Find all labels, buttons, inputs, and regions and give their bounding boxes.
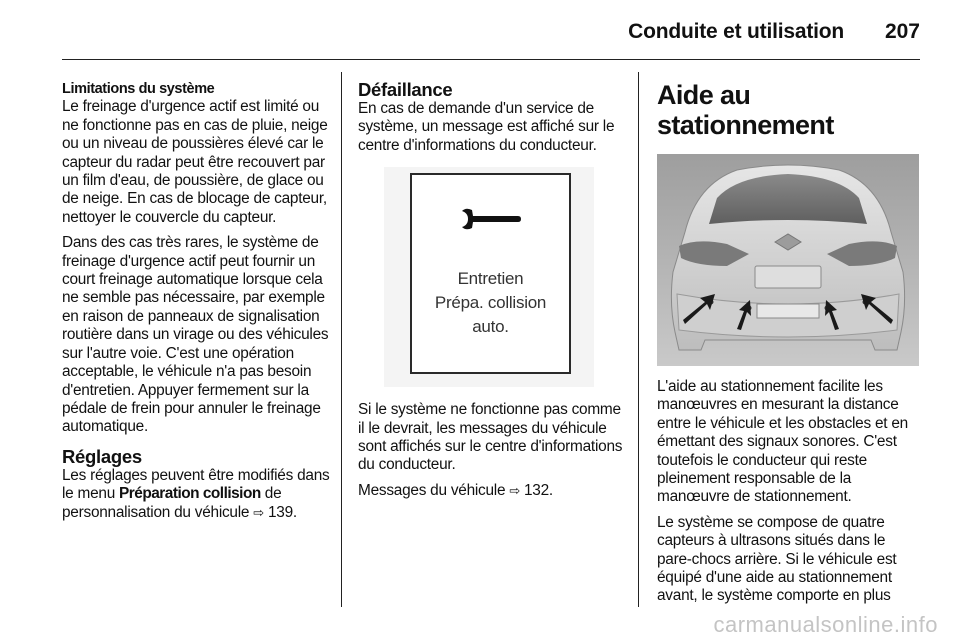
display-message (412, 267, 569, 339)
page-header (62, 14, 920, 58)
display-line-3: auto. (472, 317, 509, 337)
driver-info-display-illustration (384, 167, 594, 387)
parking-aid-paragraph-1: L'aide au stationnement facilite les manœuvres en mesurant la distance entre le véhicule et les obstacles et en émettant des signaux sonores. C'est toutefois le conducteur qui reste pleinement responsable de la manœuvre de stationnement. (657, 378, 908, 506)
settings-text-post: de personnalisation du véhicule (62, 485, 282, 521)
column-2 (358, 80, 628, 507)
display-line-2: Prépa. collision (434, 293, 547, 313)
parking-aid-heading: Aide au stationnement (657, 80, 834, 140)
page-reference-arrow-icon: ⇨ (509, 482, 520, 498)
settings-text-pre: Les réglages peuvent être modifiés dans le menu (62, 466, 330, 503)
settings-menu-name: Préparation collision (119, 485, 261, 503)
column-divider-1 (341, 72, 342, 607)
settings-page-ref[interactable]: 139. (267, 503, 297, 521)
fault-section (358, 80, 628, 155)
header-rule (62, 59, 920, 60)
settings-section (62, 447, 330, 522)
limitations-section (62, 80, 330, 227)
column-3 (657, 80, 920, 613)
page-number: 207 (884, 20, 920, 43)
column-divider-2 (638, 72, 639, 607)
wrench-icon (460, 207, 522, 231)
fault-heading: Défaillance (358, 79, 453, 100)
limitations-paragraph-1: Le freinage d'urgence actif est limité ou ne fonctionne pas en cas de pluie, neige ou un niveau de poussières élevé car le capteur du radar peut être recouvert par un film d'eau, de poussière, de glace ou de neige. En cas de blocage de capteur, nettoyer le couvercle du capteur. (62, 98, 328, 226)
display-line-1: Entretien (457, 269, 524, 289)
page-reference-arrow-icon: ⇨ (253, 504, 264, 520)
page-title: Conduite et utilisation (628, 20, 844, 43)
fault-paragraph-3-text: Messages du véhicule (358, 481, 510, 499)
limitations-paragraph-2: Dans des cas très rares, le système de freinage d'urgence actif peut fournir un court freinage automatique lorsque cela ne semble pas nécessaire, par exemple en raison de panneaux de signalisation routière dans un virage ou des véhicules sur l'autre voie. C'est une opération acceptable, le véhicule n'a pas besoin d'entretien. Appuyer fermement sur la pédale de frein pour annuler le freinage automatique. (62, 234, 329, 436)
limitations-heading: Limitations du système (62, 81, 215, 97)
watermark: carmanualsonline.info (713, 612, 938, 637)
fault-page-ref[interactable]: 132. (524, 481, 553, 499)
car-rear-parking-sensors-image (657, 154, 919, 366)
fault-paragraph-2: Si le système ne fonctionne pas comme il le devrait, les messages du véhicule sont affichés sur le centre d'informations du conducteur. (358, 401, 623, 474)
fault-paragraph-3 (358, 482, 628, 500)
settings-heading: Réglages (62, 445, 142, 467)
driver-info-display-screen (410, 173, 571, 374)
fault-paragraph-1: En cas de demande d'un service de système, un message est affiché sur le centre d'informations du conducteur. (358, 100, 615, 154)
parking-aid-paragraph-2: Le système se compose de quatre capteurs à ultrasons situés dans le pare-chocs arrière. Si le véhicule est équipé d'une aide au stationnement avant, le système comporte en plus (657, 513, 897, 605)
column-1 (62, 80, 330, 529)
